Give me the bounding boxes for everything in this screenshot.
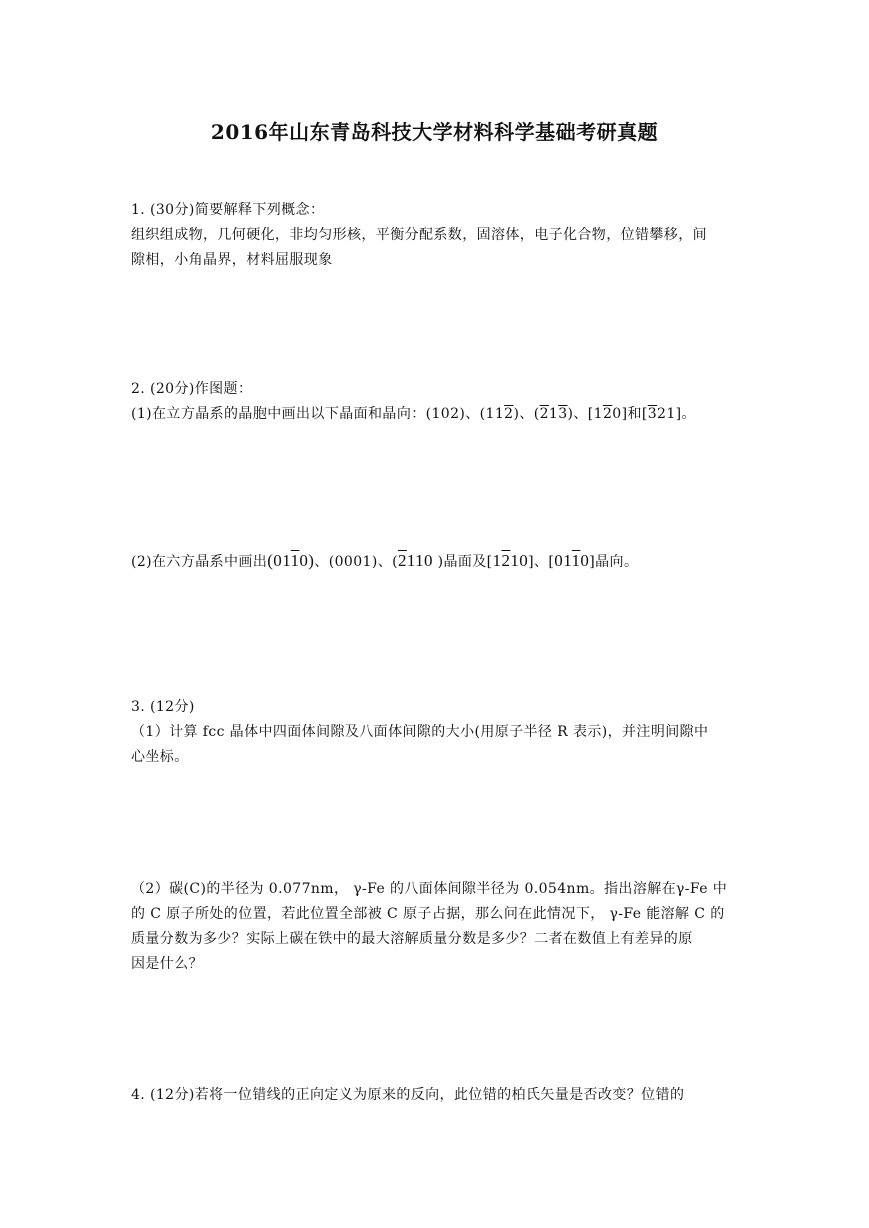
overline-digit: 2 — [602, 406, 613, 422]
question-1 — [131, 198, 741, 273]
q2-part2-text: 、(0001)、( — [314, 554, 398, 570]
q3-part2-line: 质量分数为多少？实际上碳在铁中的最大溶解质量分数是多少？二者在数值上有差异的原 — [131, 931, 693, 947]
q2-part2-suffix: ]晶向。 — [589, 554, 639, 570]
q4-header: 4. (12分)若将一位错线的正向定义为原来的反向，此位错的柏氏矢量是否改变？位错的 — [131, 1087, 685, 1103]
q2-part2-index — [493, 551, 529, 570]
overline-digit: 2 — [501, 551, 511, 570]
q2-part2-prefix: (2)在六方晶系中画出 — [131, 554, 268, 570]
q2-part1-text: )、( — [513, 406, 540, 422]
q2-part2-text: 110 — [406, 551, 438, 570]
question-2-part-2 — [131, 548, 741, 575]
q3-part2-line: 的 C 原子所处的位置，若此位置全部被 C 原子占据，那么问在此情况下， γ-Fe 能溶解 C 的 — [131, 906, 725, 922]
page-title: 2016年山东青岛科技大学材料科学基础考研真题 — [210, 120, 659, 144]
q2-part2-text: )晶面及[ — [437, 554, 493, 570]
q3-part2-line: 因是什么？ — [131, 956, 203, 972]
overline-digit: 3 — [647, 406, 658, 422]
q3-header: 3. (12分) — [131, 699, 195, 715]
question-3 — [131, 695, 741, 770]
q2-part2-text: 01 — [554, 551, 572, 570]
question-2 — [131, 377, 741, 427]
overline-digit: 2 — [504, 406, 514, 422]
q2-part1-text: )、[1 — [567, 406, 603, 422]
question-3-part-2 — [131, 877, 741, 977]
question-4 — [131, 1083, 741, 1108]
q2-header: 2. (20分)作图题： — [131, 381, 253, 397]
q2-part2 — [131, 548, 741, 575]
q1-body-line: 组织组成物，几何硬化，非均匀形核，平衡分配系数，固溶体，电子化合物，位错攀移，间 — [131, 227, 707, 243]
q3-part2-line: （2）碳(C)的半径为 0.077nm， γ-Fe 的八面体间隙半径为 0.054nm。指出溶解在γ-Fe 中 — [131, 881, 728, 897]
q2-part2-index — [398, 551, 438, 570]
q2-part1-suffix: 21]。 — [657, 406, 696, 422]
overline-digit: 1 — [571, 551, 581, 570]
q2-part2-text: (01 — [267, 551, 291, 570]
q2-part2-index — [267, 551, 314, 570]
q2-part1-text: 0]和[ — [612, 406, 648, 422]
q2-part1 — [131, 402, 741, 427]
q2-part1-prefix: (1)在立方晶系的晶胞中画出以下晶面和晶向：(102)、(11 — [131, 406, 505, 422]
q2-part2-text: 10 — [510, 551, 529, 570]
overline-digit: 2 — [397, 551, 407, 570]
overline-digit: 3 — [558, 406, 568, 422]
q3-part1-line: 心坐标。 — [131, 749, 189, 765]
q2-part2-text: ]、[ — [528, 554, 555, 570]
q1-header: 1. (30分)简要解释下列概念： — [131, 202, 325, 218]
q2-part2-text: 0) — [299, 551, 315, 570]
q2-part2-index — [554, 551, 589, 570]
overline-digit: 1 — [290, 551, 300, 570]
q2-part2-text: 1 — [492, 551, 502, 570]
q2-part2-text: 0 — [580, 551, 590, 570]
overline-digit: 2 — [539, 406, 549, 422]
q1-body-line: 隙相，小角晶界，材料屈服现象 — [131, 252, 333, 268]
q3-part1-line: （1）计算 fcc 晶体中四面体间隙及八面体间隙的大小(用原子半径 R 表示)，并注明间隙中 — [131, 724, 709, 740]
q2-part1-text: 1 — [548, 406, 559, 422]
